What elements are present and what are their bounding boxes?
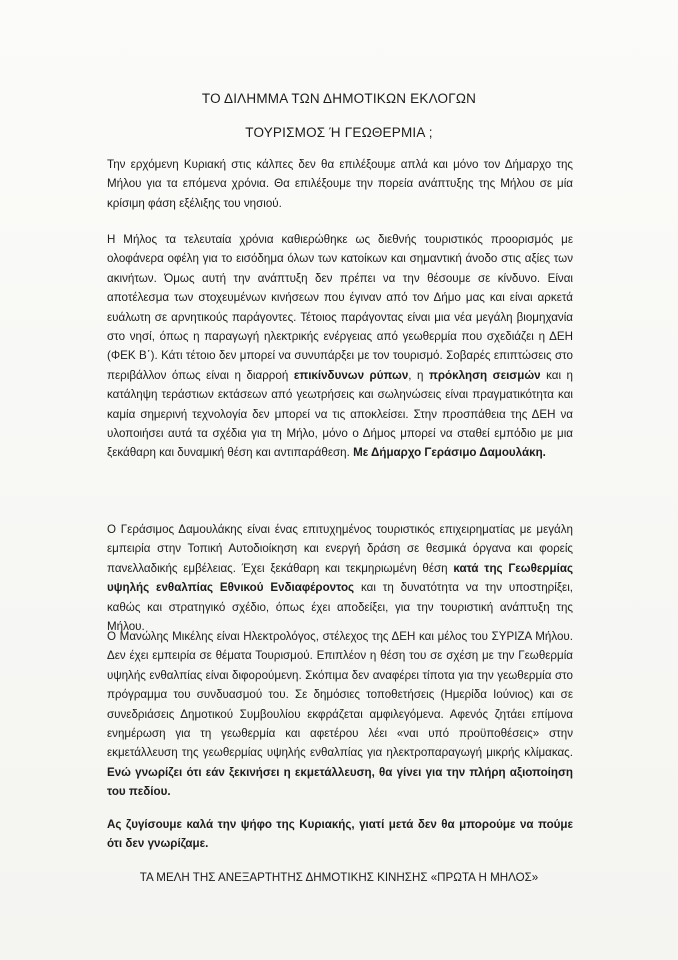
- paragraph-2: [107, 230, 573, 463]
- paragraph-5: Ας ζυγίσουμε καλά την ψήφο της Κυριακής, γιατί μετά δεν θα μπορούμε να πούμε ότι δεν γνωρίζαμε.: [107, 818, 573, 851]
- paragraph-1: Την ερχόμενη Κυριακή στις κάλπες δεν θα επιλέξουμε απλά και μόνο τον Δήμαρχο της Μήλου για τα επόμενα χρόνια. Θα επιλέξουμε την πορεία ανάπτυξης της Μήλου σε μία κρίσιμη φάση εξέλιξης του νησιού.: [107, 158, 573, 210]
- paragraph-4-text: Ο Μανώλης Μικέλης είναι Ηλεκτρολόγος, στέλεχος της ΔΕΗ και μέλος του ΣΥΡΙΖΑ Μήλου. Δεν έχει εμπειρία σε θέματα Τουρισμού. Επιπλέον η θέση του σε σχέση με την Γεωθερμία υψηλής ενθαλπίας είναι διφορούμενη. Σκόπιμα δεν αναφέρει τίποτα για την γεωθερμία στο πρόγραμμα του συνδυασμού του. Σε δημόσιες τοποθετήσεις (Ημερίδα Ιούνιος) και σε συνεδριάσεις Δημοτικού Συμβουλίου εκφράζεται αμφιλεγόμενα. Αφενός ζητάει επίμονα ενημέρωση για τη γεωθερμία και αφετέρου λέει «ναι υπό προϋποθέσεις» στην εκμετάλλευση της γεωθερμίας υψηλής ενθαλπίας για ηλεκτροπαραγωγή μικρής κλίμακας.: [107, 630, 573, 760]
- paragraph-2-text: Η Μήλος τα τελευταία χρόνια καθιερώθηκε ως διεθνής τουριστικός προορισμός με ολοφάνερα οφέλη για το εισόδημα όλων των κατοίκων και σημαντική άνοδο στις αξίες των ακινήτων. Όμως αυτή την ανάπτυξη δεν πρέπει να την θέσουμε σε κίνδυνο. Είναι αποτέλεσμα των στοχευμένων κινήσεων που έγιναν από τον Δήμο μας και είναι αρκετά ευάλωτη σε αρνητικούς παράγοντες. Τέτοιος παράγοντας είναι μια νέα μεγάλη βιομηχανία στο νησί, όπως η παραγωγή ηλεκτρικής ενέργειας από γεωθερμία που σχεδιάζει η ΔΕΗ (ΦΕΚ Β΄). Κάτι τέτοιο δεν μπορεί να συνυπάρξει με τον τουρισμό. Σοβαρές επιπτώσεις στο περιβάλλον όπως είναι η διαρροή: [107, 233, 573, 382]
- paragraph-3-text: Ο Γεράσιμος Δαμουλάκης είναι ένας επιτυχημένος τουριστικός επιχειρηματίας με μεγάλη εμπειρία στην Τοπική Αυτοδιοίκηση και ενεργή δράση σε θεσμικά όργανα και φορείς πανελλαδικής εμβέλειας. Έχει ξεκάθαρη και τεκμηριωμένη θέση: [107, 523, 573, 575]
- paragraph-2-bold-pollutants: επικίνδυνων ρύπων: [293, 368, 409, 382]
- paragraph-3-bold-geothermal: κατά της Γεωθερμίας υψηλής ενθαλπίας Εθνικού Ενδιαφέροντος: [107, 561, 573, 595]
- document-signature: ΤΑ ΜΕΛΗ ΤΗΣ ΑΝΕΞΑΡΤΗΤΗΣ ΔΗΜΟΤΙΚΗΣ ΚΙΝΗΣΗΣ «ΠΡΩΤΑ Η ΜΗΛΟΣ»: [139, 871, 539, 884]
- paragraph-4-bold-conclusion: Ενώ γνωρίζει ότι εάν ξεκινήσει η εκμετάλλευση, θα γίνει για την πλήρη αξιοποίηση του πεδίου.: [107, 765, 573, 799]
- paragraph-2-bold-earthquakes: πρόκληση σεισμών: [428, 368, 541, 382]
- paragraph-3-text-2: και τη δυνατότητα να την υποστηρίξει, καθώς και στρατηγικό σχέδιο, όπως έχει αποδείξει, για την τουριστική ανάπτυξη της Μήλου.: [107, 581, 573, 634]
- paragraph-2-bold-mayor: Με Δήμαρχο Γεράσιμο Δαμουλάκη.: [353, 446, 546, 460]
- document-title: ΤΟ ΔΙΛΗΜΜΑ ΤΩΝ ΔΗΜΟΤΙΚΩΝ ΕΚΛΟΓΩΝ: [201, 91, 477, 106]
- document-subtitle: ΤΟΥΡΙΣΜΟΣ Ή ΓΕΩΘΕΡΜΙΑ ;: [245, 125, 433, 140]
- paragraph-3: [107, 520, 573, 636]
- paragraph-2-text-2: , η: [408, 368, 424, 382]
- paragraph-2-text-3: και η κατάληψη τεράστιων εκτάσεων από γεωτρήσεις και σωληνώσεις είναι πραγματικότητα και καμία σημερινή τεχνολογία δεν μπορεί να τις αποκλείσει. Στην προσπάθεια της ΔΕΗ να υλοποιήσει αυτά τα σχέδια για τη Μήλο, μόνο ο Δήμος μπορεί να σταθεί εμπόδιο με μια ξεκάθαρη και δυναμική θέση και αντιπαράθεση.: [107, 368, 573, 460]
- paragraph-4: [107, 627, 573, 802]
